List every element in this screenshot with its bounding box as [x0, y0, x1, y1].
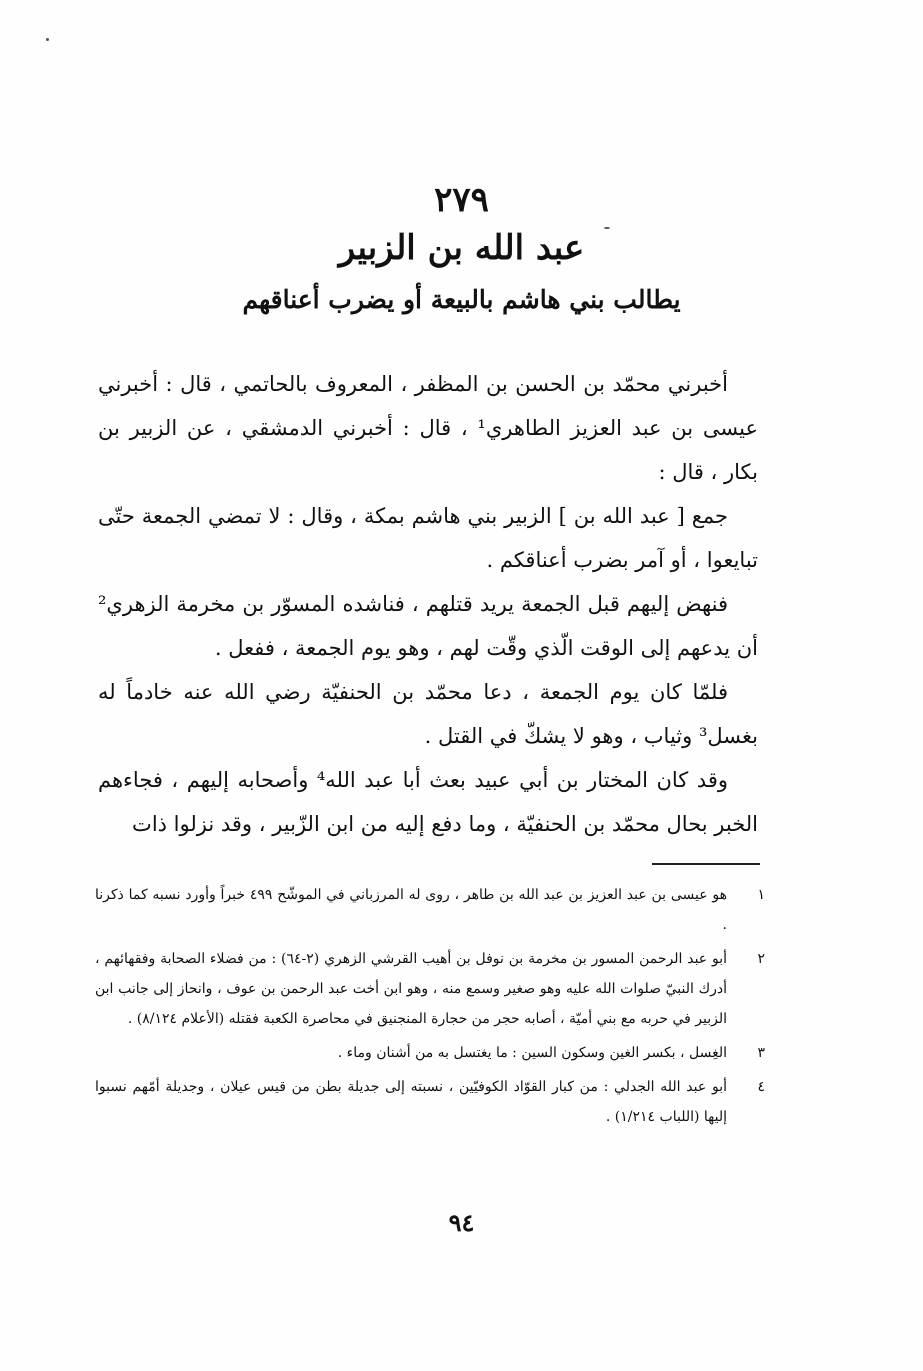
footnote-text: أبو عبد الرحمن المسور بن مخرمة بن نوفل بن أهيب القرشي الزهري (٢-٦٤) : من فضلاء الصحابة وفقهائهم ، أدرك النبيّ صلوات الله عليه وهو صغير وسمع منه ، وهو ابن أخت عبد الرحمن بن عوف ، وانحاز إلى جانب ابن الزبير في حربه مع بني أميّة ، أصابه حجر من حجارة المنجنيق في محاصرة الكعبة فقتله (الأعلام ٨/١٢٤) . — [95, 951, 727, 1027]
chapter-subtitle: يطالب بني هاشم بالبيعة أو يضرب أعناقهم — [242, 285, 681, 314]
paragraph: أخبرني محمّد بن الحسن بن المظفر ، المعروف بالحاتمي ، قال : أخبرني عيسى بن عبد العزيز الطاهري¹ ، قال : أخبرني الدمشقي ، عن الزبير بن بكار ، قال : — [98, 372, 758, 484]
main-text — [98, 362, 758, 846]
paragraph: فنهض إليهم قبل الجمعة يريد قتلهم ، فناشده المسوّر بن مخرمة الزهري² أن يدعهم إلى الوقت الّذي وقّت لهم ، وهو يوم الجمعة ، ففعل . — [98, 592, 758, 660]
footnote-text: أبو عبد الله الجدلي : من كبار القوّاد الكوفيّين ، نسبته إلى جديلة بطن من قيس عيلان ، وجديلة أمّهم نسبوا إليها (اللباب ١/٢١٤) . — [95, 1079, 727, 1125]
paragraph: جمع [ عبد الله بن ] الزبير بني هاشم بمكة ، وقال : لا تمضي الجمعة حتّى تبايعوا ، أو آمر بضرب أعناقكم . — [98, 504, 758, 572]
footnote — [95, 1038, 765, 1068]
footnotes — [95, 880, 765, 1136]
footnote-text: الغِسل ، بكسر الغين وسكون السين : ما يغتسل به من أشنان وماء . — [337, 1045, 727, 1061]
footnote — [95, 944, 765, 1034]
footnote-number: ١ — [757, 887, 765, 903]
footnote-separator — [652, 863, 760, 865]
footnote-number: ٢ — [757, 951, 765, 967]
page-number: ٩٤ — [448, 1208, 475, 1237]
paragraph: فلمّا كان يوم الجمعة ، دعا محمّد بن الحنفيّة رضي الله عنه خادماً له بغسل³ وثياب ، وهو لا يشكّ في القتل . — [98, 680, 758, 748]
footnote-number: ٤ — [757, 1079, 765, 1095]
footnote-number: ٣ — [757, 1045, 765, 1061]
chapter-number: ٢٧٩ — [434, 180, 489, 220]
footnote-text: هو عيسى بن عبد العزيز بن عبد الله بن طاهر ، روى له المرزباني في الموشّح ٤٩٩ خبراً وأورد نسبه كما ذكرنا . — [95, 887, 728, 933]
footnote — [95, 880, 765, 940]
paragraph: وقد كان المختار بن أبي عبيد بعث أبا عبد الله⁴ وأصحابه إليهم ، فجاءهم الخبر بحال محمّد بن الحنفيّة ، وما دفع إليه من ابن الزّبير ، وقد نزلوا ذات — [98, 768, 758, 836]
footnote — [95, 1072, 765, 1132]
chapter-title: عبد الله بن الزبير — [338, 228, 585, 268]
scan-speck — [46, 38, 49, 41]
